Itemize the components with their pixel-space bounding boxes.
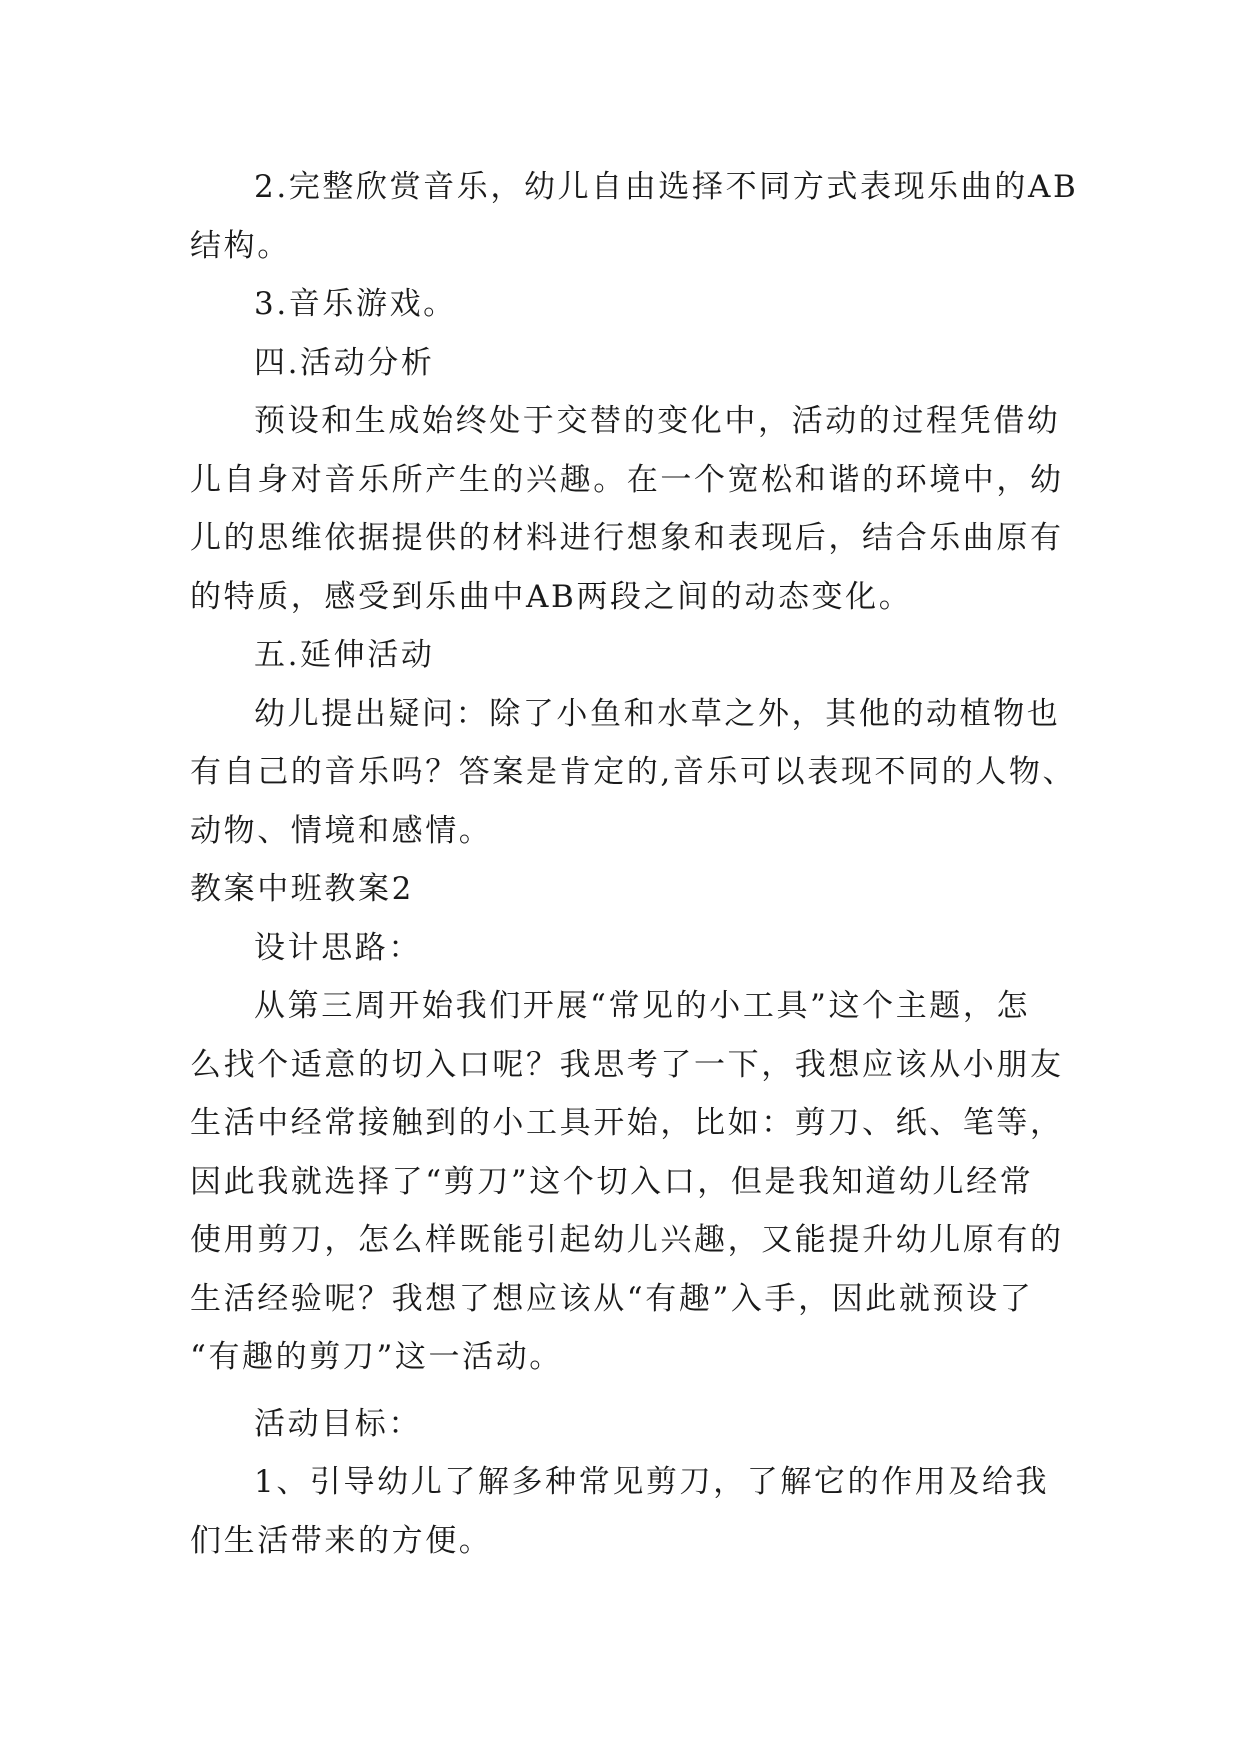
section-heading-activity-goals [190,1395,1050,1454]
document-title-lesson-plan-2 [190,860,1050,919]
text-line: 生活中经常接触到的小工具开始，比如：剪刀、纸、笔等， [190,1105,1064,1141]
text-line: 从第三周开始我们开展“常见的小工具”这个主题，怎 [254,988,1031,1024]
paragraph-step-2 [190,158,1079,275]
text-line: 儿自身对音乐所产生的兴趣。在一个宽松和谐的环境中，幼 [190,461,1064,498]
section-heading-design-idea [190,919,1050,978]
text-line: 2.完整欣赏音乐，幼儿自由选择不同方式表现乐曲的AB [254,169,1079,205]
text-line: 活动目标： [254,1405,422,1442]
text-line: 结构。 [190,227,291,264]
paragraph-design-idea [190,977,1064,1387]
text-line: 么找个适意的切入口呢？我思考了一下，我想应该从小朋友 [190,1046,1064,1083]
paragraph-step-3 [190,275,1050,334]
text-line: 四.活动分析 [254,344,435,381]
text-line: 设计思路： [254,929,422,966]
text-line: 们生活带来的方便。 [190,1522,493,1559]
text-line: 的特质，感受到乐曲中AB两段之间的动态变化。 [190,578,913,615]
text-line: 儿的思维依据提供的材料进行想象和表现后，结合乐曲原有 [190,520,1064,556]
paragraph-extension [190,685,1077,861]
text-line: 动物、情境和感情。 [190,812,493,849]
section-heading-extension-activity [190,626,1050,685]
document-body [190,158,1079,1570]
text-line: 五.延伸活动 [254,637,435,673]
text-line: 生活经验呢？我想了想应该从“有趣”入手，因此就预设了 [190,1280,1034,1317]
section-heading-activity-analysis [190,334,1050,393]
text-line: 1、引导幼儿了解多种常见剪刀，了解它的作用及给我 [254,1464,1050,1500]
text-line: 使用剪刀，怎么样既能引起幼儿兴趣，又能提升幼儿原有的 [190,1222,1064,1258]
text-line: 预设和生成始终处于交替的变化中，活动的过程凭借幼 [254,403,1061,439]
text-line: 3.音乐游戏。 [254,286,457,322]
paragraph-analysis [190,392,1064,626]
text-line: 教案中班教案2 [190,871,414,907]
text-line: 因此我就选择了“剪刀”这个切入口，但是我知道幼儿经常 [190,1163,1034,1200]
paragraph-goal-1 [190,1453,1050,1570]
text-line: 幼儿提出疑问：除了小鱼和水草之外，其他的动植物也 [254,695,1061,732]
text-line: “有趣的剪刀”这一活动。 [190,1339,563,1375]
text-line: 有自己的音乐吗？答案是肯定的,音乐可以表现不同的人物、 [190,754,1077,790]
